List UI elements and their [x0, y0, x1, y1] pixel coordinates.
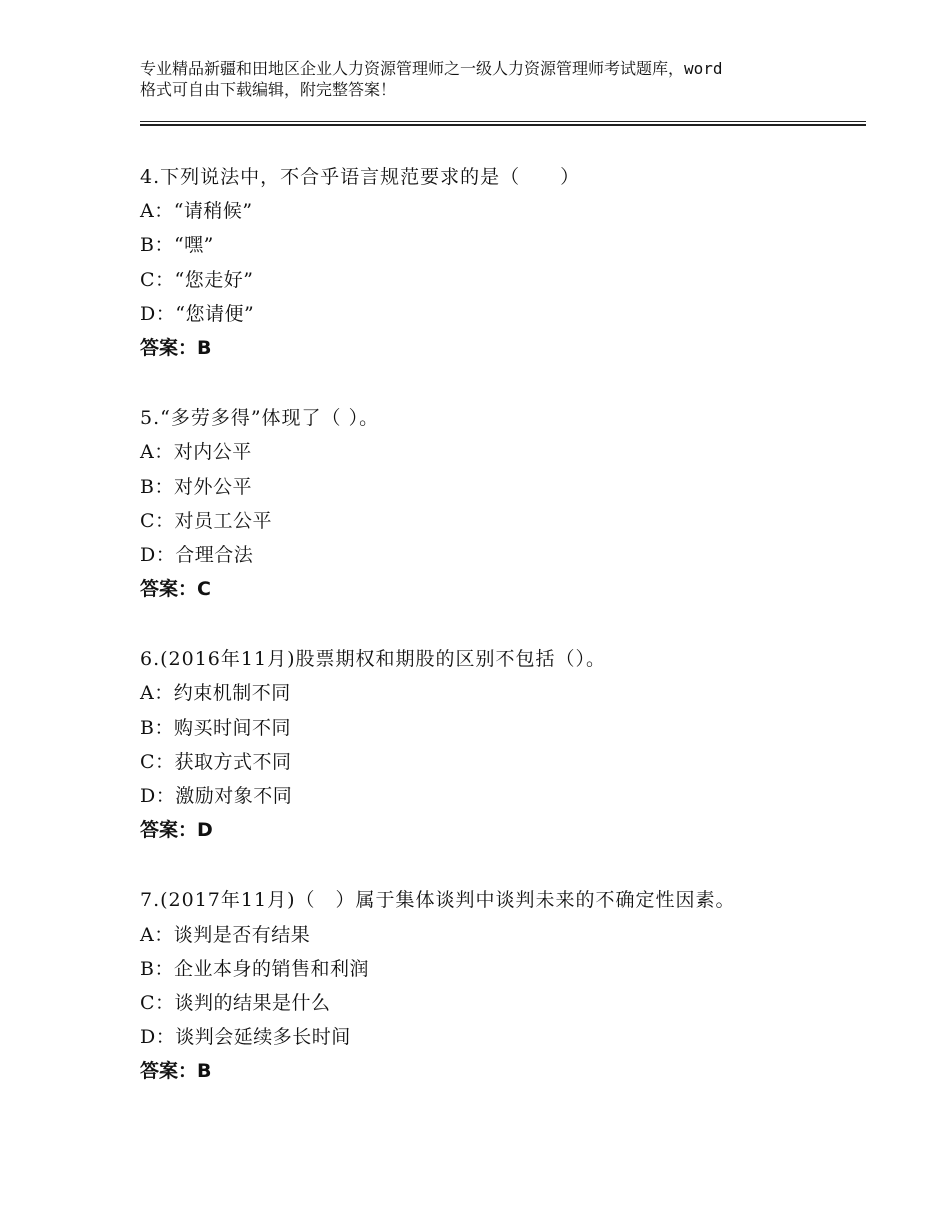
answer-value: B — [197, 1060, 212, 1083]
option-c: C：“您走好” — [140, 268, 254, 291]
option-d: D：激励对象不同 — [140, 785, 293, 807]
answer-line — [140, 1054, 866, 1088]
question-7 — [140, 883, 866, 1088]
header-divider-bottom — [140, 124, 866, 126]
option-d: D：合理合法 — [140, 543, 254, 566]
option-a: A：约束机制不同 — [140, 682, 291, 705]
option-a: A：对内公平 — [140, 441, 252, 464]
question-list — [140, 160, 866, 1125]
answer-value: D — [197, 819, 213, 842]
header-divider-top — [140, 121, 866, 122]
option-b: B：企业本身的销售和利润 — [140, 957, 369, 980]
option-c: C：对员工公平 — [140, 509, 273, 532]
option-d: D：“您请便” — [140, 302, 255, 325]
question-stem: 7.(2017年11月)（ ）属于集体谈判中谈判未来的不确定性因素。 — [140, 889, 736, 912]
option-d: D：谈判会延续多长时间 — [140, 1026, 351, 1049]
answer-line — [140, 331, 866, 365]
answer-line — [140, 813, 866, 847]
option-a: A：“请稍候” — [140, 200, 253, 223]
answer-label: 答案： — [140, 336, 198, 359]
option-b: B：“嘿” — [140, 234, 214, 257]
option-b: B：对外公平 — [140, 475, 252, 498]
question-stem: 4.下列说法中，不合乎语言规范要求的是（ ） — [140, 166, 581, 188]
document-header — [140, 58, 840, 100]
question-5 — [140, 401, 866, 606]
question-6 — [140, 642, 866, 847]
answer-label: 答案： — [140, 578, 198, 601]
header-line-1: 专业精品新疆和田地区企业人力资源管理师之一级人力资源管理师考试题库，word — [140, 59, 723, 78]
option-c: C：谈判的结果是什么 — [140, 991, 331, 1014]
answer-line — [140, 572, 866, 606]
option-b: B：购买时间不同 — [140, 716, 291, 739]
header-line-2: 格式可自由下载编辑，附完整答案！ — [140, 80, 397, 99]
option-a: A：谈判是否有结果 — [140, 923, 311, 946]
answer-label: 答案： — [140, 1060, 198, 1083]
answer-label: 答案： — [140, 819, 198, 842]
answer-value: C — [197, 578, 211, 601]
question-4 — [140, 160, 866, 365]
question-stem: 5.“多劳多得”体现了（ ）。 — [140, 407, 380, 430]
question-stem: 6.(2016年11月)股票期权和期股的区别不包括（）。 — [140, 648, 606, 671]
answer-value: B — [197, 336, 212, 359]
option-c: C：获取方式不同 — [140, 750, 292, 773]
